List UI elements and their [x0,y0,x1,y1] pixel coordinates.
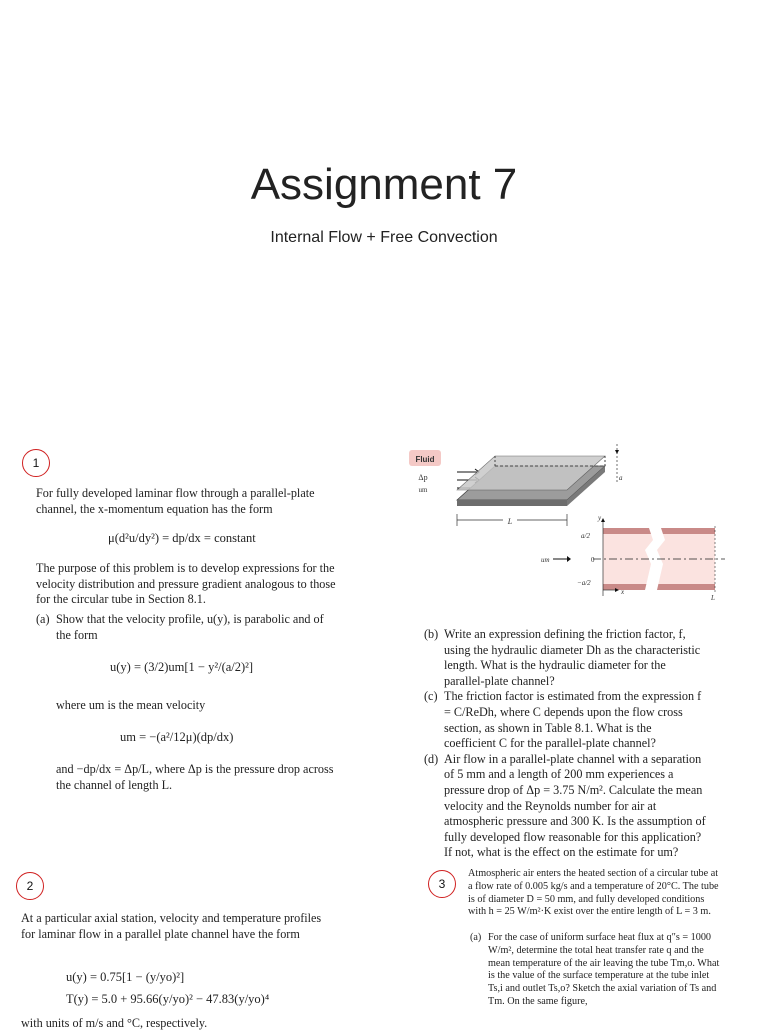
problem-1-part-a [36,612,340,643]
zero-label: 0 [591,556,595,564]
problem-1-intro: For fully developed laminar flow through a parallel-plate channel, the x-momentum equation has the form [36,486,315,516]
parallel-plate-figure [405,440,735,600]
where-um-text: where um is the mean velocity [56,698,206,712]
part-a-text: Show that the velocity profile, u(y), is parabolic and of the form [56,612,324,642]
pressure-drop-text: and −dp/dx = Δp/L, where Δp is the pressure drop across the channel of length L. [56,762,334,792]
L-label: L [507,517,513,526]
page-subtitle: Internal Flow + Free Convection [270,229,498,246]
page-title: Assignment 7 [250,160,518,209]
part-d-text: Air flow in a parallel-plate channel with a separation of 5 mm and a length of 200 mm experiences a pressure drop of Δp = 3.75 N/m². Calculate the mean velocity and the Reynolds number for air at atmospheric pressure and 300 K. Is the assumption of fully developed flow reasonable for this application? If not, what is the effect on the estimate for um? [444,751,706,860]
problem-1-purpose: The purpose of this problem is to develop expressions for the velocity distribution and pressure gradient analogous to those for the circular tube in Section 8.1. [36,561,336,607]
problem-2-tail: with units of m/s and °C, respectively. [21,1016,208,1030]
x-label: x [621,588,625,596]
p3-part-a-label: (a) [470,932,482,943]
problem-3-number-badge: 3 [428,870,456,898]
a2-label: a/2 [581,532,590,540]
problem-3-part-a [470,932,720,1009]
part-c-text: The friction factor is estimated from the expression f = C/ReDh, where C depends upon the flow cross section, as shown in Table 8.1. What is the coefficient C for the parallel-plate channel? [444,689,702,751]
part-d-label: (d) [424,751,439,766]
part-b-text: Write an expression defining the friction factor, f, using the hydraulic diameter Dh as the characteristic length. What is the hydraulic diameter for the parallel-plate channel? [444,627,701,688]
p3-part-a-text: For the case of uniform surface heat flux at q″s = 1000 W/m², determine the total heat transfer rate q and the mean temperature of the air leaving the tube Tm,o. What is the value of the surface temperature at the tube inlet Ts,i and outlet Ts,o? Sketch the axial variation of Ts and Tm. On the same figure, [488,932,720,1007]
neg-a2-label: −a/2 [577,579,591,587]
equation-velocity-profile: u(y) = (3/2)um[1 − y²/(a/2)²] [110,660,254,674]
part-b-label: (b) [424,627,439,641]
fluid-label: Fluid [415,455,435,464]
L2-label: L [711,594,715,600]
problem-1-parts-bcd [424,627,706,861]
lower-plate-edge [457,500,567,506]
y-label: y [598,514,602,522]
problem-3-intro: Atmospheric air enters the heated section of a circular tube at a flow rate of 0.005 kg/s and a temperature of 20°C. The tube is of diameter D = 50 mm, and fully developed conditions with h = 25 W/m²·K exist over the entire length of L = 3 m. [468,868,719,918]
bottom-wall [603,584,715,590]
equation-momentum: μ(d²u/dy²) = dp/dx = constant [108,531,256,545]
problem-2-intro: At a particular axial station, velocity and temperature profiles for laminar flow in a parallel plate channel have the form [21,911,322,941]
a-label: a [619,474,623,482]
problem-1-number-badge: 1 [22,449,50,477]
part-c-label: (c) [424,689,438,704]
um-arrow-label: um [541,556,550,564]
equation-T: T(y) = 5.0 + 95.66(y/yo)² − 47.83(y/yo)⁴ [66,992,270,1006]
problem-2-number-badge: 2 [16,872,44,900]
equation-u: u(y) = 0.75[1 − (y/yo)²] [66,970,185,984]
dp-label: Δp [418,473,428,482]
um-label: um [418,486,428,494]
part-a-label: (a) [36,612,50,626]
equation-mean-velocity: um = −(a²/12μ)(dp/dx) [120,730,234,744]
